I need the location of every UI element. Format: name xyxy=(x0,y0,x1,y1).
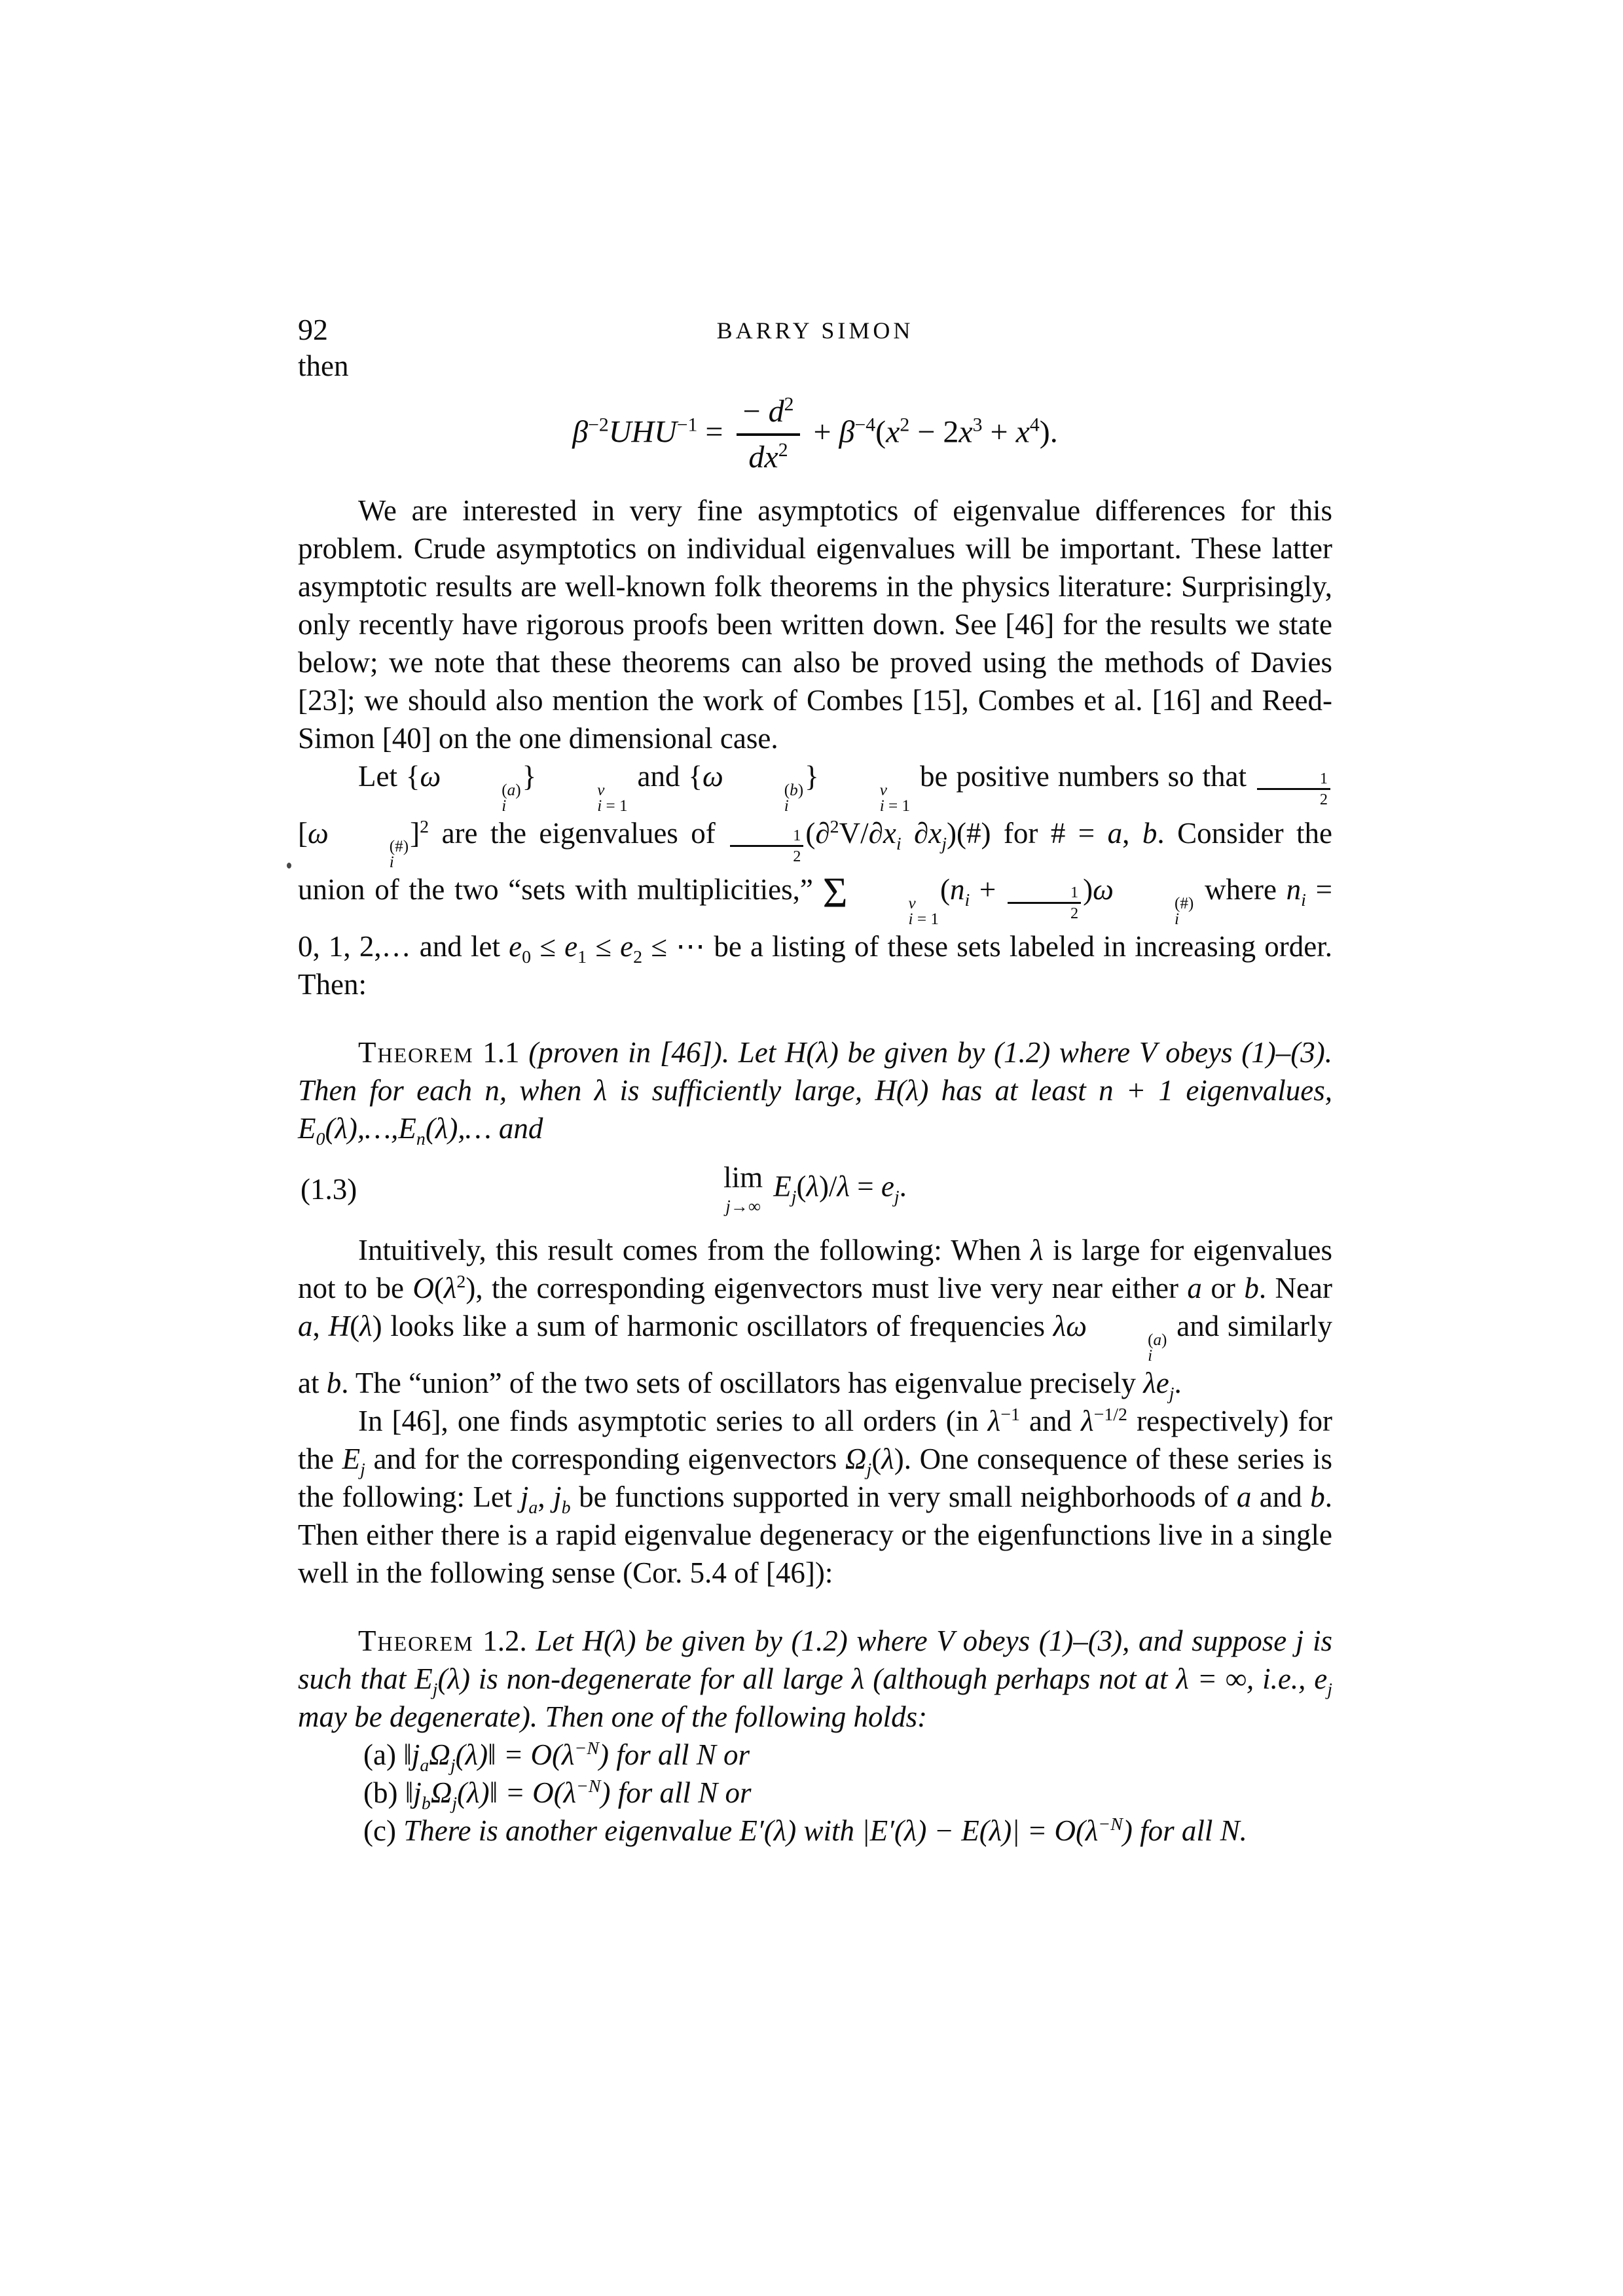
theorem-1-2-item-a: (a) $‖j_a\Omega_j(\lambda)‖ = O(\lambda^{-N})$ for all N or xyxy=(363,1738,750,1776)
paragraph-overview: We are interested in very fine asymptotics of eigenvalue differences for this problem. Crude asymptotics on individual eigenvalues will be important. These latter asymptotic results are well-known folk theorems in the physics literature: Surprisingly, only recently have rigorous proofs been written down. See [46] for the results we state below; we note that these theorems can also be proved using the methods of Davies [23]; we should also mention the work of Combes [15], Combes et al. [16] and Reed-Simon [40] on the one dimensional case. xyxy=(298,493,1332,755)
running-title: BARRY SIMON xyxy=(716,317,914,344)
paragraph-intuition: Intuitively, this result comes from the following: When λ is large for eigenvalues not to be $O(\lambda^2)$, the corresponding eigenvectors must live very near either a or b. Near a, H(λ) looks like a sum of harmonic oscillators of frequencies λω (a) i and similarly at b. The “union” of the two sets of oscillators has eigenvalue precisely $\lambda e_j$. xyxy=(298,1233,1332,1404)
page-number: 92 xyxy=(298,313,328,346)
scan-artifact-dot xyxy=(287,863,291,869)
paragraph-series: In [46], one finds asymptotic series to all orders (in $\lambda^{-1}$ and $\lambda^{-1/2}$ respectively) for the $E_j$ and for the corresponding eigenvectors $\Omega_j(\lambda)$. One consequence of these series is the following: Let $j_a$, $j_b$ be functions supported in very small neighborhoods of a and b. Then either there is a rapid eigenvalue degeneracy or the eigenfunctions live in a single well in the following sense (Cor. 5.4 of [46]): xyxy=(298,1404,1333,1589)
display-equation-main xyxy=(298,395,1332,475)
lead-word: then xyxy=(298,350,349,382)
theorem-1-2: Theorem 1.2. Let H(λ) be given by (1.2) where V obeys (1)–(3), and suppose j is such that $E_j(\lambda)$ is non-degenerate for all large λ (although perhaps not at λ = ∞, i.e., $e_j$ may be degenerate). Then one of the following holds: xyxy=(298,1624,1333,1733)
theorem-1-2-item-b: (b) $‖j_b\Omega_j(\lambda)‖ = O(\lambda^{-N})$ for all N or xyxy=(363,1776,752,1814)
equation-1-3-body: lim j→∞ $E_j(\lambda)/\lambda = e_j$. xyxy=(723,1160,907,1216)
paragraph-setup: Let {ω (a) i } ν i = 1 and {ω (b) i } ν i = 1 be positive numbers so that $\frac{1}{2}$ [ω (#) i ]$^2$ are the eigenvalues of $\frac{1}{2}$ ($\partial^2V/\partial x_i$ $\partial x_j)(\#)$ for # = a, b. Consider the union of the two “sets with multiplicities,” Σ ν i = 1 ($n_i$ + $\frac{1}{2}$ )ω (#) i where $n_i = 0$, 1, 2,… and let $e_0 \le e_1 \le e_2$ ≤ ⋯ be a listing of these sets labeled in increasing order. Then: xyxy=(298,759,1333,1001)
theorem-1-1: Theorem 1.1 (proven in [46]). Let H(λ) be given by (1.2) where V obeys (1)–(3). Then for each n, when λ is sufficiently large, H(λ) has at least n + 1 eigenvalues, $E_0(\lambda),\dots,E_n(\lambda),\dots$ and xyxy=(298,1035,1332,1149)
equation-1-3 xyxy=(298,1160,1332,1216)
equation-1-3-tag: (1.3) xyxy=(301,1172,357,1206)
page-header xyxy=(298,313,1332,347)
content-column xyxy=(298,313,1332,1850)
theorem-1-2-item-c: (c) There is another eigenvalue E′(λ) with $|E'(\lambda) - E(\lambda)| = O(\lambda^{-N})$ for all N. xyxy=(363,1814,1247,1847)
display-equation-main-body: $\beta^{-2}UHU^{-1}$ = $\frac{- d^2}{dx^2}$ + $\beta^{-4}(x^2 - 2x^3 + x^4)$. xyxy=(572,393,1058,475)
